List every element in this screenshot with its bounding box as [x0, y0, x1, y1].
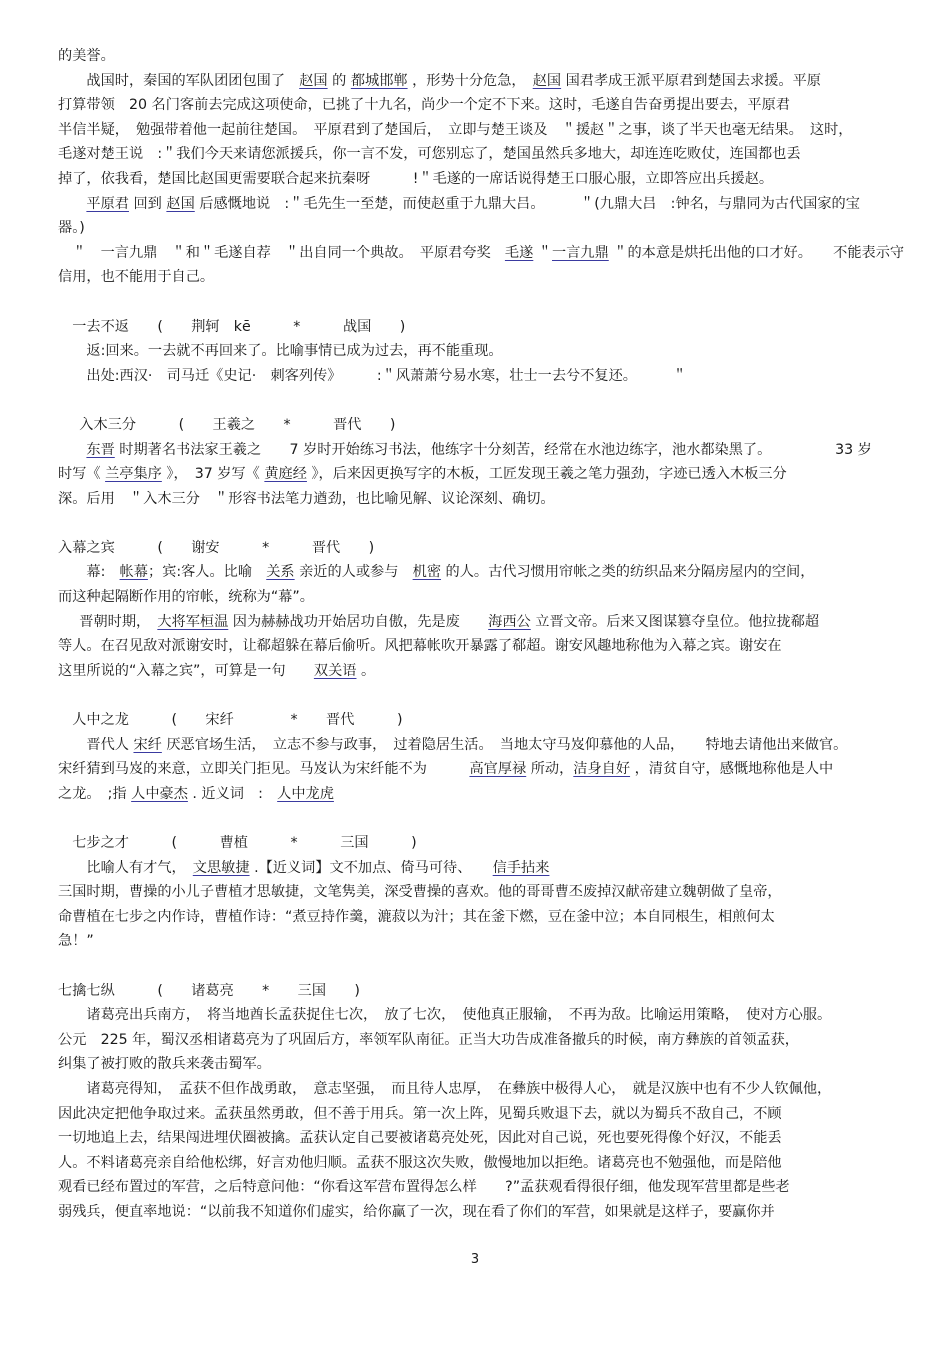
- underlined-term: 黄庭经: [264, 466, 307, 483]
- text-run: 打算带领 20 名门客前去完成这项使命，已挑了十九名，尚少一个定不下来。这时，毛遂自告奋勇提出要去，平原君: [58, 97, 790, 114]
- text-line: [58, 1126, 908, 1151]
- text-run: 因此决定把他争取过来。孟获虽然勇敢，但不善于用兵。第一次上阵，见蜀兵败退下去，就以为蜀兵不敌自己，不顾: [58, 1105, 782, 1122]
- underlined-term: 平原君: [86, 195, 129, 212]
- text-line: [58, 315, 908, 340]
- text-line: [58, 265, 908, 290]
- text-run: 。: [356, 662, 376, 679]
- underlined-term: 海西公: [488, 613, 531, 630]
- text-run: 等人。在召见敌对派谢安时，让郗超躲在幕后偷听。风把幕帐吹开暴露了郗超。谢安风趣地称他为入幕之宾。谢安在: [58, 638, 782, 655]
- text-run: 幕:: [86, 564, 120, 581]
- underlined-term: 帐幕: [119, 564, 148, 581]
- text-line: [58, 782, 908, 807]
- underlined-term: 都城邯郸: [350, 72, 408, 89]
- underlined-term: 人中龙虎: [277, 785, 334, 802]
- text-run: 一去不返 ( 荆轲 kē * 战国 ): [72, 318, 406, 335]
- text-run: 诸葛亮得知， 孟获不但作战勇敢， 意志坚强， 而且待人忠厚， 在彝族中极得人心， 就是汉族中也有不少人钦佩他，: [86, 1080, 832, 1097]
- underlined-term: 机密: [412, 564, 442, 581]
- paragraph-gap: [58, 954, 908, 979]
- text-line: [58, 1151, 908, 1176]
- text-run: 亲近的人或参与: [294, 564, 413, 581]
- text-run: 厌恶官场生活， 立志不参与政事， 过着隐居生活。 当地太守马岌仰慕他的人品， 特地去请他出来做官。: [161, 736, 848, 753]
- paragraph-gap: [58, 806, 908, 831]
- text-run: 之龙。 ;指: [58, 785, 132, 802]
- text-line: [58, 733, 908, 758]
- text-run: 半信半疑， 勉强带着他一起前往楚国。 平原君到了楚国后， 立即与楚王谈及 ＂援赵＂之事，谈了半天也毫无结果。 这时，: [58, 121, 853, 138]
- text-run: 弱残兵，便直率地说：“以前我不知道你们虚实，给你赢了一次，现在看了你们的军营，如果就是这样子，要赢你并: [58, 1203, 775, 1220]
- text-run: 入木三分 ( 王羲之 * 晋代 ): [79, 416, 396, 433]
- text-line: [58, 438, 908, 463]
- text-line: [58, 831, 908, 856]
- text-run: 回到: [128, 195, 167, 212]
- text-run: 因为赫赫战功开始居功自傲，先是废: [228, 613, 489, 630]
- text-run: 观看已经布置过的军营，之后特意问他：“你看这军营布置得怎么样 ?”孟获观看得很仔细，他发现军营里都是些老: [58, 1179, 790, 1196]
- text-run: 返:回来。一去就不再回来了。比喻事情已成为过去，再不能重现。: [86, 343, 503, 360]
- text-line: [58, 536, 908, 561]
- text-run: ＂ 一言九鼎 ＂和＂毛遂自荐 ＂出自同一个典故。 平原君夸奖: [72, 244, 505, 261]
- underlined-term: 赵国: [532, 72, 562, 89]
- text-line: [58, 610, 908, 635]
- document-body: [58, 44, 908, 1225]
- text-run: 七步之才 ( 曹植 * 三国 ): [72, 835, 417, 851]
- text-run: 所动，: [526, 761, 574, 778]
- text-line: [58, 1077, 908, 1102]
- text-line: [58, 413, 908, 438]
- text-line: [58, 634, 908, 659]
- text-line: [58, 93, 908, 118]
- text-run: 》，后来因更换写字的木板，工匠发现王羲之笔力强劲，字迹已透入木板三分: [306, 466, 787, 483]
- text-run: ，清贫自守，感慨地称他是人中: [630, 761, 834, 778]
- text-run: 战国时，秦国的军队团团包围了: [86, 72, 300, 89]
- text-line: [58, 69, 908, 94]
- text-line: [58, 1102, 908, 1127]
- text-run: 入幕之宾 ( 谢安 * 晋代 ): [58, 539, 375, 556]
- text-line: [58, 142, 908, 167]
- underlined-term: 宋纤: [133, 736, 162, 753]
- text-run: 宋纤猜到马岌的来意，立即关门拒见。马岌认为宋纤能不为: [58, 761, 470, 778]
- underlined-term: 洁身自好: [573, 761, 631, 778]
- text-run: 》， 37 岁写《: [161, 466, 265, 483]
- text-run: 急！”: [58, 933, 94, 950]
- text-line: [58, 1200, 908, 1225]
- text-line: [58, 708, 908, 733]
- text-run: 晋朝时期，: [79, 613, 158, 630]
- text-line: [58, 118, 908, 143]
- underlined-term: 大将军桓温: [157, 613, 229, 630]
- text-run: 掉了，依我看，楚国比赵国更需要联合起来抗秦呀 !＂毛遂的一席话说得楚王口服心服，立即答应出兵援赵。: [58, 170, 774, 187]
- text-run: ，形势十分危急，: [407, 72, 533, 89]
- text-line: [58, 659, 908, 684]
- text-run: 人中之龙 ( 宋纤 * 晋代 ): [72, 712, 403, 729]
- text-run: 晋代人: [86, 736, 134, 753]
- underlined-term: 毛遂: [504, 244, 534, 261]
- underlined-term: 东晋: [86, 441, 115, 458]
- text-line: [58, 905, 908, 930]
- text-run: 出处:西汉· 司马迁《史记· 刺客列传》 :＂风萧萧兮易水寒，壮士一去兮不复还。 ＂: [86, 367, 687, 384]
- text-line: [58, 560, 908, 585]
- text-run: 信用，也不能用于自己。: [58, 269, 215, 286]
- text-line: [58, 487, 908, 512]
- text-run: ＂: [533, 244, 552, 261]
- text-line: [58, 1052, 908, 1077]
- underlined-term: 信手拈来: [492, 859, 550, 876]
- text-line: [58, 167, 908, 192]
- underlined-term: 人中豪杰: [131, 785, 188, 802]
- text-run: 人。不料诸葛亮亲自给他松绑，好言劝他归顺。孟获不服这次失败，傲慢地加以拒绝。诸葛亮也不勉强他，而是陪他: [58, 1154, 782, 1171]
- text-run: 的美誉。: [58, 48, 115, 64]
- text-run: 的人。古代习惯用帘帐之类的纺织品来分隔房屋内的空间，: [441, 564, 815, 581]
- paragraph-gap: [58, 683, 908, 708]
- text-run: . 近义词 :: [187, 785, 278, 802]
- text-line: [58, 192, 908, 217]
- text-run: 命曹植在七步之内作诗，曹植作诗：“煮豆持作羹，漉菽以为汁；其在釜下燃，豆在釜中泣；本自同根生，相煎何太: [58, 908, 775, 925]
- text-line: [58, 241, 908, 266]
- text-run: 这里所说的“入幕之宾”，可算是一句: [58, 662, 314, 679]
- paragraph-gap: [58, 388, 908, 413]
- text-run: 七擒七纵 ( 诸葛亮 * 三国 ): [58, 982, 360, 999]
- underlined-term: 双关语: [313, 662, 357, 679]
- text-line: [58, 462, 908, 487]
- text-line: [58, 1028, 908, 1053]
- text-line: [58, 929, 908, 954]
- text-line: [58, 757, 908, 782]
- text-run: 诸葛亮出兵南方， 将当地酋长孟获捉住七次， 放了七次， 使他真正服输， 不再为敌。比喻运用策略， 使对方心服。: [86, 1007, 832, 1024]
- underlined-term: 一言九鼎: [552, 244, 609, 261]
- text-line: [58, 1175, 908, 1200]
- underlined-term: 文思敏捷: [192, 859, 250, 876]
- text-line: [58, 1003, 908, 1028]
- underlined-term: 关系: [266, 564, 295, 581]
- text-run: 比喻人有才气，: [86, 859, 193, 876]
- text-line: [58, 216, 908, 241]
- underlined-term: 高官厚禄: [469, 761, 527, 778]
- text-line: [58, 856, 908, 881]
- text-run: ＂的本意是烘托出他的口才好。 不能表示守: [608, 244, 905, 261]
- text-run: ；宾:客人。比喻: [147, 564, 267, 581]
- text-line: [58, 880, 908, 905]
- text-run: 时写《: [58, 466, 106, 483]
- text-run: 而这种起隔断作用的帘帐，统称为“幕”。: [58, 589, 314, 606]
- paragraph-gap: [58, 290, 908, 315]
- underlined-term: 兰亭集序: [105, 466, 162, 483]
- text-run: 毛遂对楚王说 :＂我们今天来请您派援兵，你一言不发，可您别忘了，楚国虽然兵多地大，却连连吃败仗，连国都也丢: [58, 146, 801, 163]
- text-run: 纠集了被打败的散兵来袭击蜀军。: [58, 1056, 271, 1073]
- page-number: 3: [470, 1252, 480, 1267]
- text-line: [58, 339, 908, 364]
- paragraph-gap: [58, 511, 908, 536]
- text-run: 时期著名书法家王羲之 7 岁时开始练习书法，他练字十分刻苦，经常在水池边练字，池水都染黑了。 33 岁: [114, 441, 872, 458]
- text-run: 的: [327, 72, 351, 89]
- text-run: 器。): [58, 220, 85, 237]
- text-run: 国君孝成王派平原君到楚国去求援。平原: [561, 72, 821, 89]
- text-run: 三国时期，曹操的小儿子曹植才思敏捷，文笔隽美，深受曹操的喜欢。他的哥哥曹丕废掉汉献帝建立魏朝做了皇帝，: [58, 884, 782, 901]
- text-run: 立晋文帝。后来又图谋篡夺皇位。他拉拢郗超: [530, 613, 820, 630]
- text-line: [58, 44, 908, 69]
- underlined-term: 赵国: [299, 72, 328, 89]
- text-line: [58, 585, 908, 610]
- text-run: 深。后用 ＂入木三分 ＂形容书法笔力遒劲，也比喻见解、议论深刻、确切。: [58, 490, 555, 507]
- text-run: .【近义词】文不加点、倚马可待、: [249, 859, 493, 876]
- text-line: [58, 979, 908, 1004]
- text-run: 后感慨地说 :＂毛先生一至楚，而使赵重于九鼎大吕。 ＂(九鼎大吕 :钟名，与鼎同为古代国家的宝: [194, 195, 860, 212]
- text-line: [58, 364, 908, 389]
- text-run: 公元 225 年，蜀汉丞相诸葛亮为了巩固后方，率领军队南征。正当大功告成准备撤兵的时候，南方彝族的首领孟获，: [58, 1031, 799, 1048]
- text-run: 一切地追上去，结果闯进埋伏圈被擒。孟获认定自己要被诸葛亮处死，因此对自己说，死也要死得像个好汉，不能丢: [58, 1130, 782, 1147]
- underlined-term: 赵国: [166, 195, 195, 212]
